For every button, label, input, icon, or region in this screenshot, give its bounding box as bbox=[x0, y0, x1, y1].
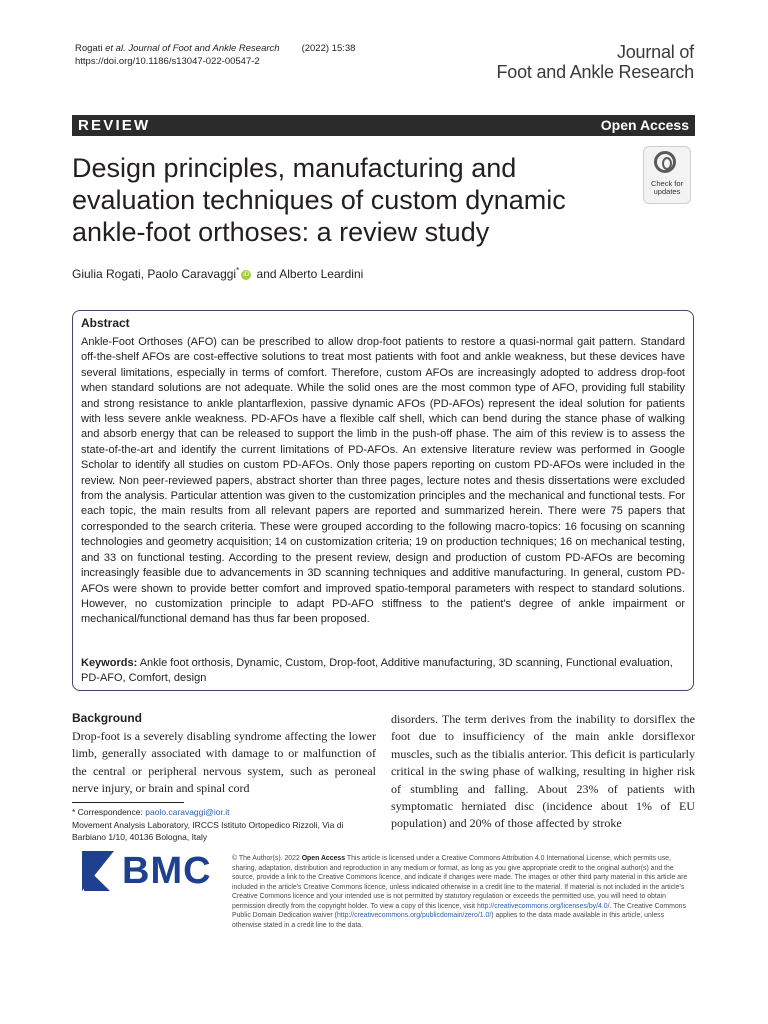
affiliation-line1: Movement Analysis Laboratory, IRCCS Istituto Ortopedico Rizzoli, Via di bbox=[72, 819, 344, 830]
open-access-bold: Open Access bbox=[301, 855, 346, 862]
authors-part2: and Alberto Leardini bbox=[253, 267, 364, 281]
bmc-logo-text: BMC bbox=[122, 850, 212, 892]
author-list bbox=[72, 266, 363, 281]
doi-link[interactable]: https://doi.org/10.1186/s13047-022-00547-2 bbox=[75, 56, 260, 67]
correspondence-footnote bbox=[72, 806, 372, 844]
article-type-banner bbox=[72, 115, 695, 136]
citation-header bbox=[75, 42, 355, 68]
abstract-heading: Abstract bbox=[81, 316, 130, 330]
abstract-box bbox=[72, 310, 694, 691]
check-updates-icon bbox=[654, 151, 676, 173]
authors-part1: Giulia Rogati, Paolo Caravaggi bbox=[72, 267, 237, 281]
journal-logo-line1: Journal of bbox=[616, 42, 694, 62]
keywords-list: Ankle foot orthosis, Dynamic, Custom, Drop-foot, Additive manufacturing, 3D scanning, Functional evaluation, PD-AFO, Comfort, design bbox=[81, 657, 673, 684]
article-title: Design principles, manufacturing and evaluation techniques of custom dynamic ankle-foot orthoses: a review study bbox=[72, 153, 566, 247]
citation-journal: et al. Journal of Foot and Ankle Research bbox=[105, 43, 280, 54]
article-type-label: REVIEW bbox=[78, 117, 151, 134]
cc0-waiver-link[interactable]: http://creativecommons.org/publicdomain/zero/1.0/ bbox=[336, 912, 492, 919]
background-text-left: Drop-foot is a severely disabling syndrome affecting the lower limb, generally associated with damage to or malfunction of the central or peripheral nervous system, such as peroneal nerve injury, or brain and spinal cord bbox=[72, 729, 376, 796]
journal-logo-line2: Foot and Ankle Research bbox=[496, 62, 694, 82]
background-heading: Background bbox=[72, 711, 143, 725]
cc-by-license-link[interactable]: http://creativecommons.org/licenses/by/4.0/ bbox=[476, 902, 610, 910]
bmc-logo bbox=[72, 849, 217, 893]
correspondence-label: * Correspondence: bbox=[72, 807, 146, 817]
copyright-text: © The Author(s). 2022 bbox=[232, 855, 302, 862]
corresponding-star: * bbox=[236, 266, 240, 275]
correspondence-line bbox=[72, 806, 372, 819]
license-text-part2: . The Creative Commons Public Domain Dedication waiver ( bbox=[232, 902, 686, 919]
background-text-right: disorders. The term derives from the inability to dorsiflex the foot due to insufficiency of the main ankle dorsiflexor muscles, such as the tibialis anterior. This deficit is particularly critical in the swing phase of walking, resulting in higher risk of stumbling and falling. About 23% of patients with symptomatic herniated disc (incidence about 1% of EU population) and 20% of those affected by stroke bbox=[391, 712, 695, 831]
citation-authors: Rogati bbox=[75, 43, 106, 54]
keywords bbox=[81, 656, 685, 686]
license-text-part1: This article is licensed under a Creative Commons Attribution 4.0 International License, which permits use, sharing, adaptation, distribution and reproduction in any medium or format, as long as you give appropriate credit to the original author(s) and the source, provide a link to the Creative Commons licence, and indicate if changes were made. The images or other third party material in this article are included in the article's Creative Commons licence, unless indicated otherwise in a credit line to the material. If material is not included in the article's Creative Commons licence and your intended use is not permitted by statutory regulation or exceeds the permitted use, you will need to obtain permission directly from the copyright holder. To view a copy of this licence, visit bbox=[232, 855, 688, 910]
check-for-updates-button[interactable] bbox=[643, 146, 691, 204]
check-updates-line1: Check for bbox=[650, 179, 684, 188]
license-text-part3: ) applies to the data made available in this article, unless otherwise stated in a credit line to the data. bbox=[232, 912, 665, 929]
citation-year: (2022) 15:38 bbox=[301, 43, 356, 54]
correspondence-email-link[interactable]: paolo.caravaggi@ior.it bbox=[145, 807, 230, 817]
check-updates-line2: updates bbox=[653, 187, 681, 196]
journal-logo bbox=[496, 42, 694, 82]
keywords-label: Keywords: bbox=[81, 657, 138, 669]
check-updates-label bbox=[644, 180, 690, 196]
orcid-icon[interactable]: iD bbox=[241, 270, 251, 280]
affiliation-line2: Barbiano 1/10, 40136 Bologna, Italy bbox=[72, 832, 208, 842]
footnote-divider bbox=[72, 802, 184, 803]
abstract-body: Ankle-Foot Orthoses (AFO) can be prescribed to allow drop-foot patients to restore a quasi-normal gait pattern. Standard off-the-shelf AFOs are cost-effective solutions to treat most patients with foot and ankle weakness, but these devices have several limitations, especially in terms of comfort. Therefore, custom AFOs are increasingly adopted to address drop-foot when standard solutions are not adequate. While the solid ones are the most common type of AFO, providing full stability and strong resistance to ankle plantarflexion, passive dynamic AFOs (PD-AFOs) represent the ideal solution for patients with less severe ankle weakness. PD-AFOs have a flexible calf shell, which can bend during the stance phase of walking and absorb energy that can be released to support the limb in the push-off phase. The aim of this review is to assess the state-of-the-art and identify the current limitations of PD-AFOs. An extensive literature review was performed in Google Scholar to identify all studies on custom PD-AFOs. Only those papers reporting on custom PD-AFOs were included in the review. Non peer-reviewed papers, abstract shorter than three pages, lecture notes and thesis dissertations were excluded from the analysis. Particular attention was given to the customization principles and the mechanical and functional tests. For each topic, the main results from all relevant papers are reported and summarized herein. There were 75 papers that corresponded to the search criteria. These were grouped according to the following macro-topics: 16 focusing on scanning technologies and geometry acquisition; 14 on customization criteria; 19 on production techniques; 16 on mechanical testing, and 33 on functional testing. According to the present review, design and production of custom PD-AFOs are becoming increasingly feasible due to advancements in 3D scanning techniques and additive manufacturing. In general, custom PD-AFOs were shown to provide better comfort and improved spatio-temporal parameters with respect to standard solutions. However, no customization principle to adapt PD-AFO stiffness to the patient's degree of ankle impairment or mechanical/functional demand has thus far been proposed. bbox=[81, 336, 685, 626]
open-access-label: Open Access bbox=[600, 117, 689, 133]
citation-line bbox=[75, 42, 355, 55]
license-text bbox=[232, 854, 694, 930]
